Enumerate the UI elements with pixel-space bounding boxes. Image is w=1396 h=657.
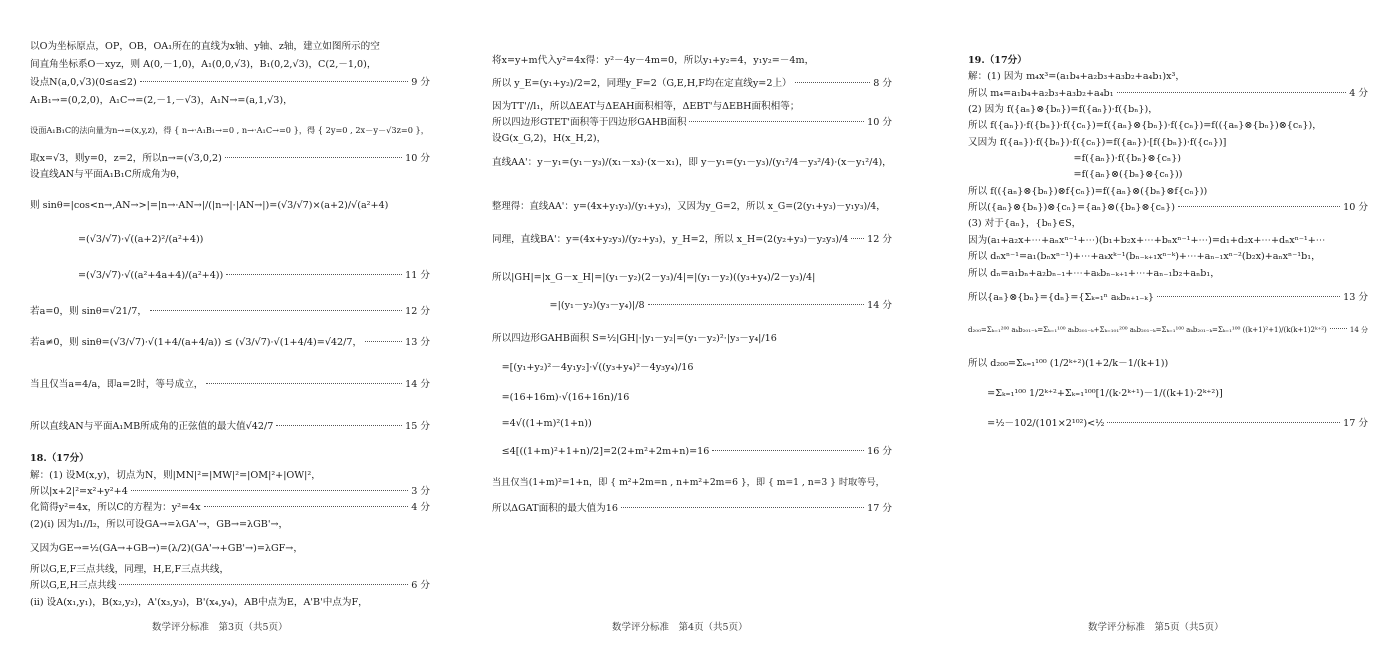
text-line: 所以四边形GAHB面积 S=½|GH|·|y₁－y₂|=(y₁－y₂)²·|y₃－y₄|/16 [492, 333, 777, 344]
text-line: (2)(i) 因为l₁//l₂，所以可设GA→=λGA'→，GB→=λGB'→， [30, 519, 289, 530]
scored-line: 所以四边形GTET'面积等于四边形GAHB面积 10 分 [492, 117, 892, 128]
scored-line: =(√3/√7)·√((a²+4a+4)/(a²+4)) 11 分 [30, 270, 430, 281]
scored-line: 当且仅当a=4/a，即a=2时，等号成立， 14 分 [30, 379, 430, 390]
scored-line: d₂₀₀=Σₖ₌₁²⁰⁰ aₖb₂₀₁₋ₖ=Σₖ₌₁¹⁰⁰ aₖb₂₀₁₋ₖ+Σₖ₌₁₀₁²⁰⁰ aₖb₂₀₁₋ₖ=Σₖ₌₁¹⁰⁰ aₖb₂₀₁₋ₖ=Σₖ₌₁¹⁰⁰ ((k+1)²+1)/(k(k+1)2ᵏ⁺²) 14 分 [968, 326, 1368, 334]
text-line: 解：(1) 因为 m₄x³=(a₁b₄+a₂b₃+a₃b₂+a₄b₁)x³， [968, 71, 1185, 82]
text-line: 则 sinθ=|cos<n→,AN→>|=|n→·AN→|/(|n→|·|AN→|)=(√3/√7)×(a+2)/√(a²+4) [30, 200, 389, 211]
text-line: =f({aₙ})·f({bₙ}⊗{cₙ}) [968, 153, 1182, 164]
scored-line: 所以 m₄=a₁b₄+a₂b₃+a₃b₂+a₄b₁ 4 分 [968, 88, 1368, 99]
page-5-column [968, 0, 1368, 657]
scored-line: 所以|x+2|²=x²+y²+4 3 分 [30, 486, 430, 497]
text-line: 因为(a₁+a₂x+⋯+aₙxⁿ⁻¹+⋯)(b₁+b₂x+⋯+bₙxⁿ⁻¹+⋯)=d₁+d₂x+⋯+dₙxⁿ⁻¹+⋯ [968, 235, 1326, 246]
scored-line: 所以G,E,H三点共线 6 分 [30, 580, 430, 591]
score-label: 10 分 [405, 153, 430, 164]
scored-line: =|(y₁－y₂)(y₃－y₄)|/8 14 分 [492, 300, 892, 311]
text-line: =(16+16m)·√(16+16n)/16 [492, 392, 630, 403]
scored-line: 所以{aₙ}⊗{bₙ}={dₙ}={Σₖ₌₁ⁿ aₖbₙ₊₁₋ₖ} 13 分 [968, 292, 1368, 303]
score-label: 13 分 [405, 337, 430, 348]
scored-line: 所以直线AN与平面A₁MB所成角的正弦值的最大值√42/7 15 分 [30, 421, 430, 432]
text-line: =[(y₁+y₂)²－4y₁y₂]·√((y₃+y₄)²－4y₃y₄)/16 [492, 362, 694, 373]
scored-line: 所以 y_E=(y₁+y₂)/2=2，同理y_F=2（G,E,H,F均在定直线y=2上） 8 分 [492, 78, 892, 89]
page-3-column [30, 0, 430, 657]
scored-line: 所以ΔGAT面积的最大值为16 17 分 [492, 503, 892, 514]
text-line: 所以 f(({aₙ}⊗{bₙ})⊗f{cₙ})=f({aₙ}⊗({bₙ}⊗f{cₙ})) [968, 186, 1208, 197]
scored-line: =½－102/(101×2¹⁰²)<½ 17 分 [968, 418, 1368, 429]
text-line: 又因为GE→=½(GA→+GB→)=(λ/2)(GA'→+GB'→)=λGF→， [30, 543, 303, 554]
score-label: 14 分 [405, 379, 430, 390]
score-label: 9 分 [411, 77, 430, 88]
text-line: 又因为 f({aₙ})·f({bₙ})·f({cₙ})=f({aₙ})·[f({bₙ})·f({cₙ})] [968, 137, 1227, 148]
score-label: 4 分 [411, 502, 430, 513]
page-footer: 数学评分标准 第5页（共5页） [1088, 622, 1224, 633]
scored-line: 取x=√3，则y=0，z=2，所以n→=(√3,0,2) 10 分 [30, 153, 430, 164]
text-line: (3) 对于{aₙ}，{bₙ}∈S， [968, 218, 1082, 229]
scored-line: 同理，直线BA'：y=(4x+y₂y₃)/(y₂+y₃)，y_H=2，所以 x_H=(2(y₂+y₃)－y₂y₃)/4 12 分 [492, 234, 892, 245]
score-label: 17 分 [1343, 418, 1368, 429]
scored-line: ≤4[((1+m)²+1+n)/2]=2(2+m²+2m+n)=16 16 分 [492, 446, 892, 457]
text-line: 整理得：直线AA'：y=(4x+y₁y₃)/(y₁+y₃)，又因为y_G=2，所以 x_G=(2(y₁+y₃)－y₁y₃)/4， [492, 201, 886, 212]
text-line: 将x=y+m代入y²=4x得：y²－4y－4m=0，所以y₁+y₂=4，y₁y₂=－4m， [492, 55, 815, 66]
scored-line: 化简得y²=4x，所以C的方程为：y²=4x 4 分 [30, 502, 430, 513]
score-label: 15 分 [405, 421, 430, 432]
scored-line: 所以({aₙ}⊗{bₙ})⊗{cₙ}={aₙ}⊗({bₙ}⊗{cₙ}) 10 分 [968, 202, 1368, 213]
page-footer: 数学评分标准 第4页（共5页） [612, 622, 748, 633]
text-line: 直线AA'：y－y₁=(y₁－y₃)/(x₁－x₃)·(x－x₁)，即 y－y₁=(y₁－y₃)/(y₁²/4－y₃²/4)·(x－y₁²/4)， [492, 157, 892, 168]
text-line: 设直线AN与平面A₁B₁C所成角为θ， [30, 169, 186, 180]
text-line: (ii) 设A(x₁,y₁)，B(x₂,y₂)，A'(x₃,y₃)，B'(x₄,y₄)，AB中点为E，A'B'中点为F， [30, 597, 368, 608]
section-heading: 18.（17分） [30, 453, 89, 464]
score-label: 8 分 [873, 78, 892, 89]
text-line: 解：(1) 设M(x,y)，切点为N，则|MN|²=|MW|²=|OM|²+|OW|²， [30, 470, 321, 481]
text-line: 因为TT'//l₁，所以ΔEAT与ΔEAH面积相等，ΔEBT'与ΔEBH面积相等； [492, 101, 800, 112]
score-label: 12 分 [867, 234, 892, 245]
scored-line: 设点N(a,0,√3)(0≤a≤2) 9 分 [30, 77, 430, 88]
text-line: 所以|GH|=|x_G－x_H|=|(y₁－y₂)(2－y₃)/4|=|(y₁－y₂)((y₃+y₄)/2－y₃)/4| [492, 272, 816, 283]
text-line: 所以 f({aₙ})·f({bₙ})·f({cₙ})=f({aₙ}⊗{bₙ})·f({cₙ})=f(({aₙ}⊗{bₙ})⊗{cₙ})， [968, 120, 1322, 131]
score-label: 11 分 [405, 270, 430, 281]
text-line: =f({aₙ}⊗({bₙ}⊗{cₙ})) [968, 169, 1183, 180]
score-label: 13 分 [1343, 292, 1368, 303]
score-label: 6 分 [411, 580, 430, 591]
text-line: 所以G,E,F三点共线，同理，H,E,F三点共线， [30, 564, 230, 575]
score-label: 14 分 [1349, 326, 1368, 334]
text-line: 所以 d₂₀₀=Σₖ₌₁¹⁰⁰ (1/2ᵏ⁺²)(1+2/k－1/(k+1)) [968, 358, 1169, 369]
text-line: 所以 dₙxⁿ⁻¹=a₁(bₙxⁿ⁻¹)+⋯+aₖxᵏ⁻¹(bₙ₋ₖ₊₁xⁿ⁻ᵏ)+⋯+aₙ₋₁xⁿ⁻²(b₂x)+aₙxⁿ⁻¹b₁， [968, 251, 1321, 262]
scored-line: 若a≠0，则 sinθ=(√3/√7)·√(1+4/(a+4/a)) ≤ (√3/√7)·√(1+4/4)=√42/7， 13 分 [30, 337, 430, 348]
text-line: =(√3/√7)·√((a+2)²/(a²+4)) [30, 234, 204, 245]
score-label: 10 分 [867, 117, 892, 128]
section-heading: 19.（17分） [968, 55, 1027, 66]
score-label: 4 分 [1349, 88, 1368, 99]
score-label: 3 分 [411, 486, 430, 497]
text-line: (2) 因为 f({aₙ}⊗{bₙ})=f({aₙ})·f({bₙ})， [968, 104, 1158, 115]
score-label: 14 分 [867, 300, 892, 311]
score-label: 10 分 [1343, 202, 1368, 213]
text-line: =Σₖ₌₁¹⁰⁰ 1/2ᵏ⁺²+Σₖ₌₁¹⁰⁰[1/(k·2ᵏ⁺¹)－1/((k+1)·2ᵏ⁺²)] [968, 388, 1223, 399]
text-line: 当且仅当(1+m)²=1+n，即 { m²+2m=n , n+m²+2m=6 }，即 { m=1 , n=3 } 时取等号， [492, 477, 885, 488]
text-line: A₁B₁→=(0,2,0)，A₁C→=(2,－1,－√3)，A₁N→=(a,1,√3)， [30, 95, 293, 106]
text-line: 所以 dₙ=a₁bₙ+a₂bₙ₋₁+⋯+aₖbₙ₋ₖ₊₁+⋯+aₙ₋₁b₂+aₙb₁， [968, 268, 1220, 279]
score-label: 16 分 [867, 446, 892, 457]
text-line: 间直角坐标系O－xyz，则 A(0,－1,0)，A₁(0,0,√3)，B₁(0,2,√3)，C(2,－1,0)， [30, 59, 377, 70]
text-line: =4√((1+m)²(1+n)) [492, 418, 592, 429]
text-line: 以O为坐标原点，OP，OB，OA₁所在的直线为x轴、y轴、z轴，建立如图所示的空 [30, 41, 380, 52]
score-label: 12 分 [405, 306, 430, 317]
page-4-column [492, 0, 892, 657]
scored-line: 若a=0，则 sinθ=√21/7， 12 分 [30, 306, 430, 317]
page-footer: 数学评分标准 第3页（共5页） [152, 622, 288, 633]
text-line: 设G(x_G,2)，H(x_H,2)， [492, 133, 607, 144]
score-label: 17 分 [867, 503, 892, 514]
text-line: 设面A₁B₁C的法向量为n→=(x,y,z)，得 { n→·A₁B₁→=0 , n→·A₁C→=0 }，得 { 2y=0 , 2x－y－√3z=0 }， [30, 125, 429, 135]
